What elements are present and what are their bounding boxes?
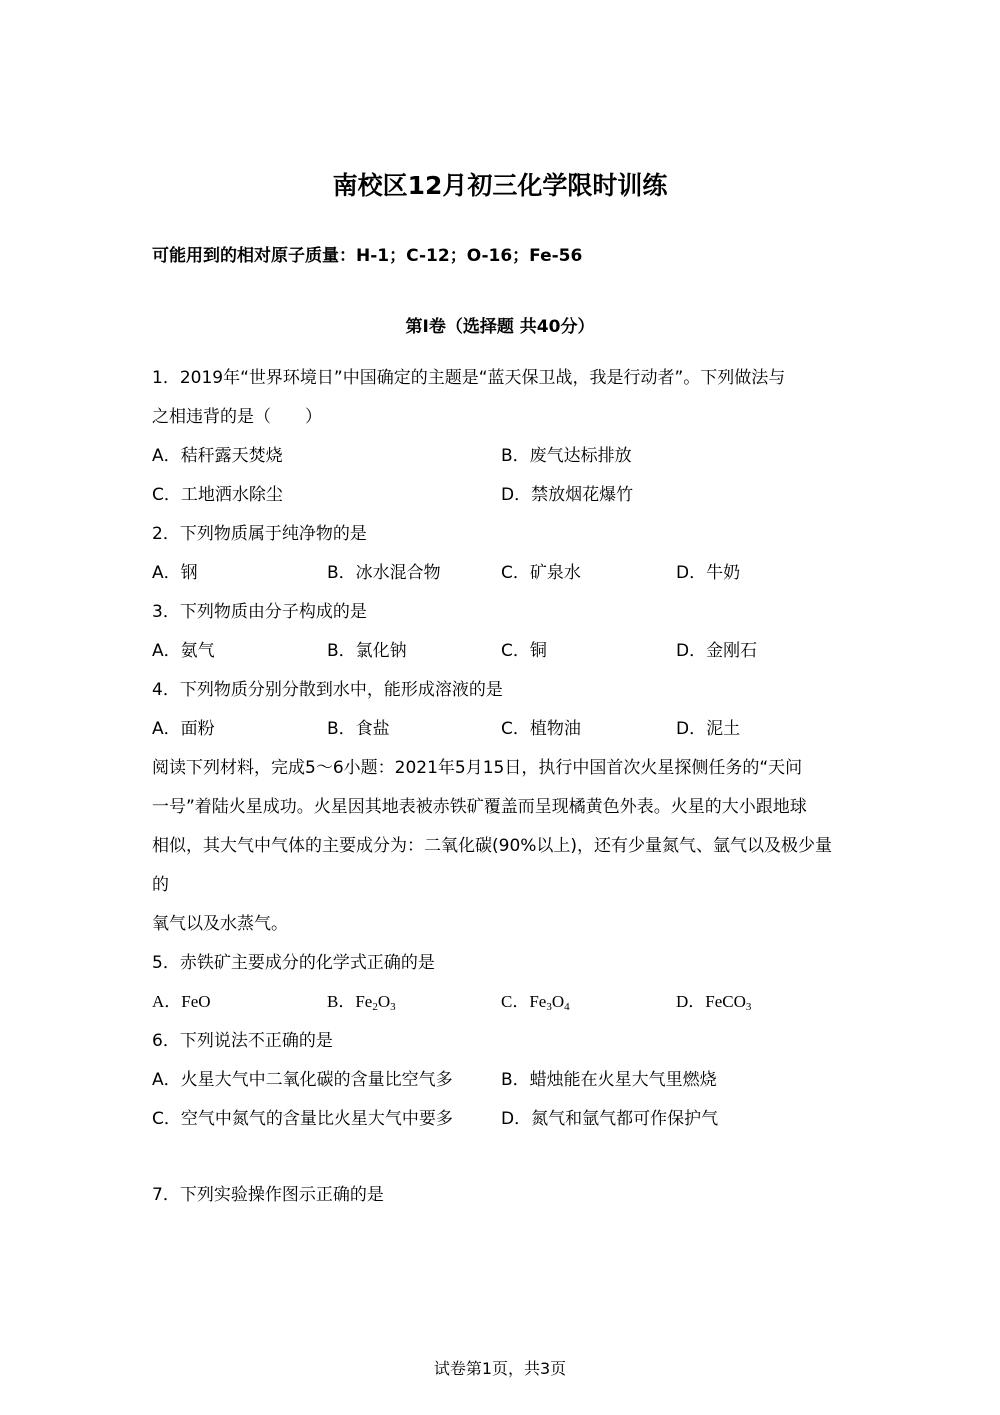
q1-stem-line2: 之相违背的是（ ） <box>152 407 322 427</box>
q5-stem: 5．赤铁矿主要成分的化学式正确的是 <box>152 953 435 973</box>
q6-option-a: A．火星大气中二氧化碳的含量比空气多 <box>152 1070 453 1090</box>
q2-option-d: D．牛奶 <box>676 563 741 583</box>
q4-option-c: C．植物油 <box>501 719 581 739</box>
reading-line-1: 阅读下列材料，完成5～6小题：2021年5月15日，执行中国首次火星探侧任务的“天问 <box>152 758 803 778</box>
q5-option-b: B．$Fe_2O_3$ <box>327 992 396 1013</box>
q4-option-d: D．泥土 <box>676 719 741 739</box>
q5-option-d: D．FeCO$_3$ <box>676 992 752 1013</box>
q3-option-d: D．金刚石 <box>676 641 758 661</box>
q3-stem: 3．下列物质由分子构成的是 <box>152 602 367 622</box>
q1-option-a: A．秸秆露天焚烧 <box>152 446 283 466</box>
q7-stem: 7．下列实验操作图示正确的是 <box>152 1185 384 1205</box>
q3-option-a: A．氨气 <box>152 641 215 661</box>
q5-option-a: A．FeO <box>152 992 211 1011</box>
q6-option-d: D．氮气和氩气都可作保护气 <box>501 1109 719 1129</box>
q2-option-a: A．钢 <box>152 563 198 583</box>
reading-line-4: 的 <box>152 875 169 895</box>
q2-option-c: C．矿泉水 <box>501 563 581 583</box>
q6-stem: 6．下列说法不正确的是 <box>152 1031 333 1051</box>
q1-option-c: C．工地洒水除尘 <box>152 485 283 505</box>
page-title: 南校区12月初三化学限时训练 <box>332 171 668 200</box>
reading-line-5: 氧气以及水蒸气。 <box>152 914 288 934</box>
reading-line-2: 一号”着陆火星成功。火星因其地表被赤铁矿覆盖而呈现橘黄色外表。火星的大小跟地球 <box>152 797 807 817</box>
q2-option-b: B．冰水混合物 <box>327 563 441 583</box>
q2-stem: 2．下列物质属于纯净物的是 <box>152 524 367 544</box>
q4-option-b: B．食盐 <box>327 719 390 739</box>
q3-option-c: C．铜 <box>501 641 547 661</box>
reading-line-3: 相似，其大气中气体的主要成分为：二氧化碳(90%以上)，还有少量氮气、氩气以及极少量 <box>152 836 833 856</box>
q5-option-c: C．$Fe_3O_4$ <box>501 992 570 1013</box>
q1-option-d: D．禁放烟花爆竹 <box>501 485 634 505</box>
q3-option-b: B．氯化钠 <box>327 641 407 661</box>
atomic-mass-note: 可能用到的相对原子质量：H-1；C-12；O-16；Fe-56 <box>152 246 583 266</box>
q1-stem-line1: 1．2019年“世界环境日”中国确定的主题是“蓝天保卫战，我是行动者”。下列做法与 <box>152 368 786 388</box>
q1-option-b: B．废气达标排放 <box>501 446 632 466</box>
q4-stem: 4．下列物质分别分散到水中，能形成溶液的是 <box>152 680 503 700</box>
page-footer: 试卷第1页，共3页 <box>433 1359 567 1378</box>
q6-option-c: C．空气中氮气的含量比火星大气中要多 <box>152 1109 453 1129</box>
section-title: 第I卷（选择题 共40分） <box>405 317 595 337</box>
q6-option-b: B．蜡烛能在火星大气里燃烧 <box>501 1070 717 1090</box>
q4-option-a: A．面粉 <box>152 719 215 739</box>
